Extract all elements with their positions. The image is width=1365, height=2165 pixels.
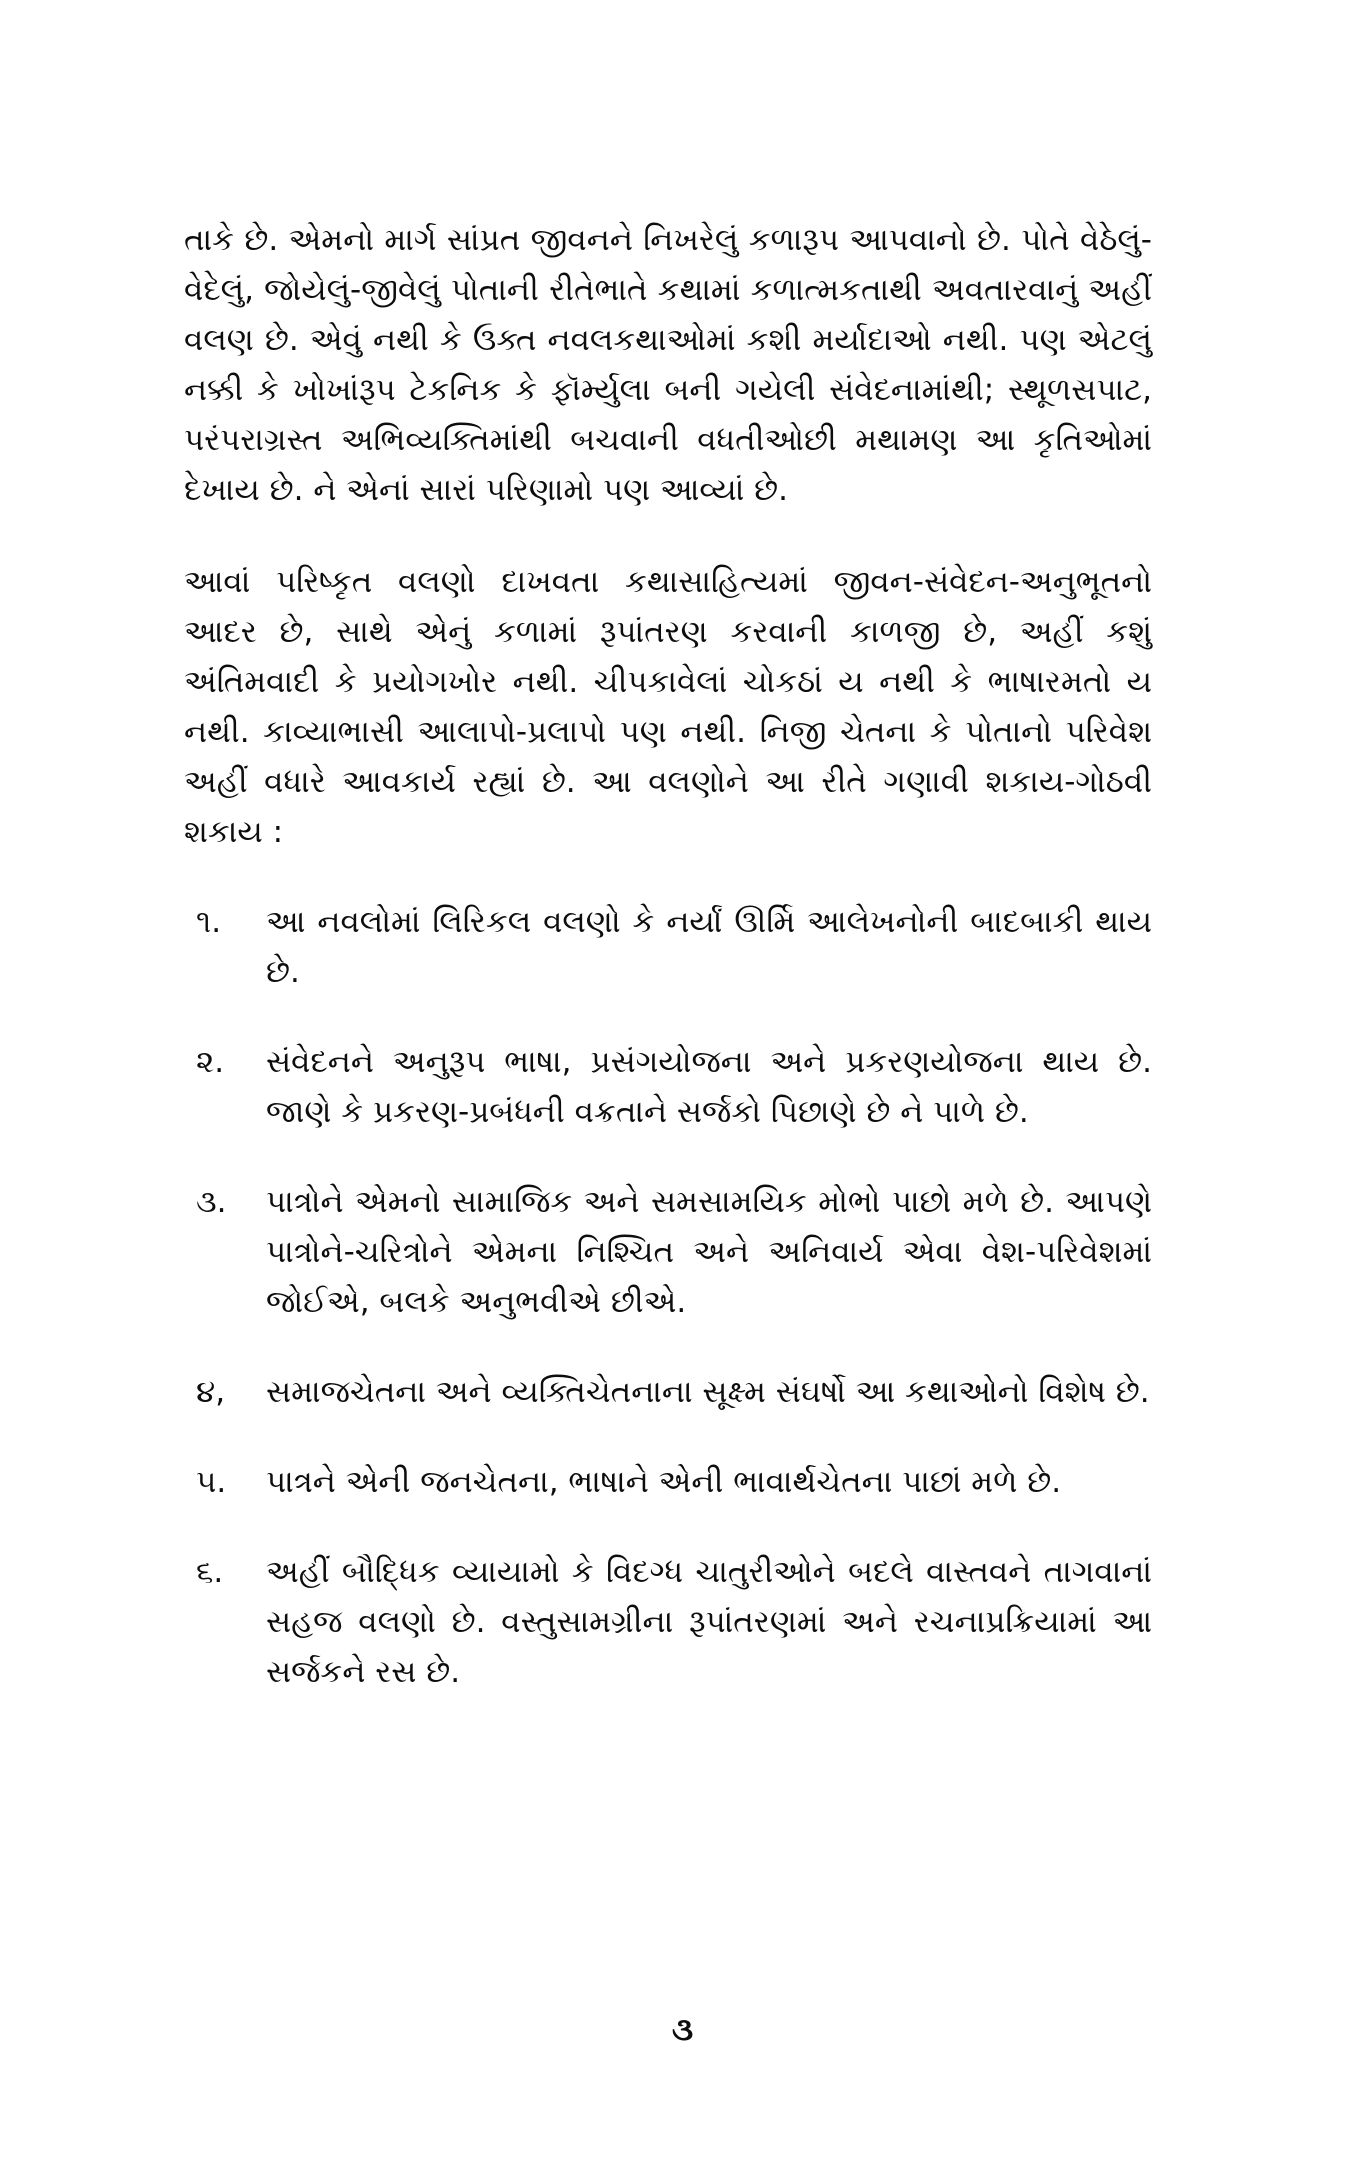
page-body — [184, 215, 1152, 1737]
list-item-number: ૪, — [196, 1374, 226, 1410]
list-item-text: આ નવલોમાં લિરિકલ વલણો કે નર્યાં ઊર્મિ આલેખનોની બાદબાકી થાય છે. — [266, 904, 1152, 990]
list-item — [184, 1367, 1152, 1417]
page-number: ૩ — [671, 2010, 694, 2048]
list-item — [184, 1457, 1152, 1507]
list-item-number: ૨. — [196, 1044, 225, 1080]
paragraph-1: તાકે છે. એમનો માર્ગ સાંપ્રત જીવનને નિખરેલું કળારૂપ આપવાનો છે. પોતે વેઠેલું-વેદેલું, જોયેલું-જીવેલું પોતાની રીતેભાતે કથામાં કળાત્મકતાથી અવતારવાનું અહીં વલણ છે. એવું નથી કે ઉક્ત નવલકથાઓમાં કશી મર્યાદાઓ નથી. પણ એટલું નક્કી કે ખોખાંરૂપ ટેકનિક કે ફૉર્મ્યુલા બની ગયેલી સંવેદનામાંથી; સ્થૂળસપાટ, પરંપરાગ્રસ્ત અભિવ્યક્તિમાંથી બચવાની વધતીઓછી મથામણ આ કૃતિઓમાં દેખાય છે. ને એનાં સારાં પરિણામો પણ આવ્યાં છે. — [184, 222, 1152, 508]
list-item-number: ૫. — [196, 1464, 227, 1500]
list-item-text: સંવેદનને અનુરૂપ ભાષા, પ્રસંગયોજના અને પ્રકરણયોજના થાય છે. જાણે કે પ્રકરણ-પ્રબંધની વક્રતાને સર્જકો પિછાણે છે ને પાળે છે. — [266, 1044, 1152, 1130]
list-item-text: પાત્રને એની જનચેતના, ભાષાને એની ભાવાર્થચેતના પાછાં મળે છે. — [266, 1464, 1062, 1500]
list-item — [184, 1177, 1152, 1327]
numbered-list — [184, 897, 1152, 1697]
list-item-number: ૩. — [196, 1184, 227, 1220]
list-item-text: પાત્રોને એમનો સામાજિક અને સમસામયિક મોભો પાછો મળે છે. આપણે પાત્રોને-ચરિત્રોને એમના નિશ્ચિત અને અનિવાર્ય એવા વેશ-પરિવેશમાં જોઈએ, બલકે અનુભવીએ છીએ. — [266, 1184, 1152, 1320]
list-item-text: અહીં બૌદ્ધિક વ્યાયામો કે વિદગ્ધ ચાતુરીઓને બદલે વાસ્તવને તાગવાનાં સહજ વલણો છે. વસ્તુસામગ્રીના રૂપાંતરણમાં અને રચનાપ્રક્રિયામાં આ સર્જકને રસ છે. — [266, 1554, 1152, 1690]
list-item — [184, 897, 1152, 997]
list-item-number: ૬. — [196, 1554, 224, 1590]
list-item — [184, 1037, 1152, 1137]
list-item — [184, 1547, 1152, 1697]
list-item-text: સમાજચેતના અને વ્યક્તિચેતનાના સૂક્ષ્મ સંઘર્ષો આ કથાઓનો વિશેષ છે. — [266, 1374, 1150, 1410]
list-item-number: ૧. — [196, 904, 222, 940]
paragraph-2: આવાં પરિષ્કૃત વલણો દાખવતા કથાસાહિત્યમાં જીવન-સંવેદન-અનુભૂતનો આદર છે, સાથે એનું કળામાં રૂપાંતરણ કરવાની કાળજી છે, અહીં કશું અંતિમવાદી કે પ્રયોગખોર નથી. ચીપકાવેલાં ચોકઠાં ય નથી કે ભાષારમતો ય નથી. કાવ્યાભાસી આલાપો-પ્રલાપો પણ નથી. નિજી ચેતના કે પોતાનો પરિવેશ અહીં વધારે આવકાર્ય રહ્યાં છે. આ વલણોને આ રીતે ગણાવી શકાય-ગોઠવી શકાય : — [184, 564, 1152, 850]
